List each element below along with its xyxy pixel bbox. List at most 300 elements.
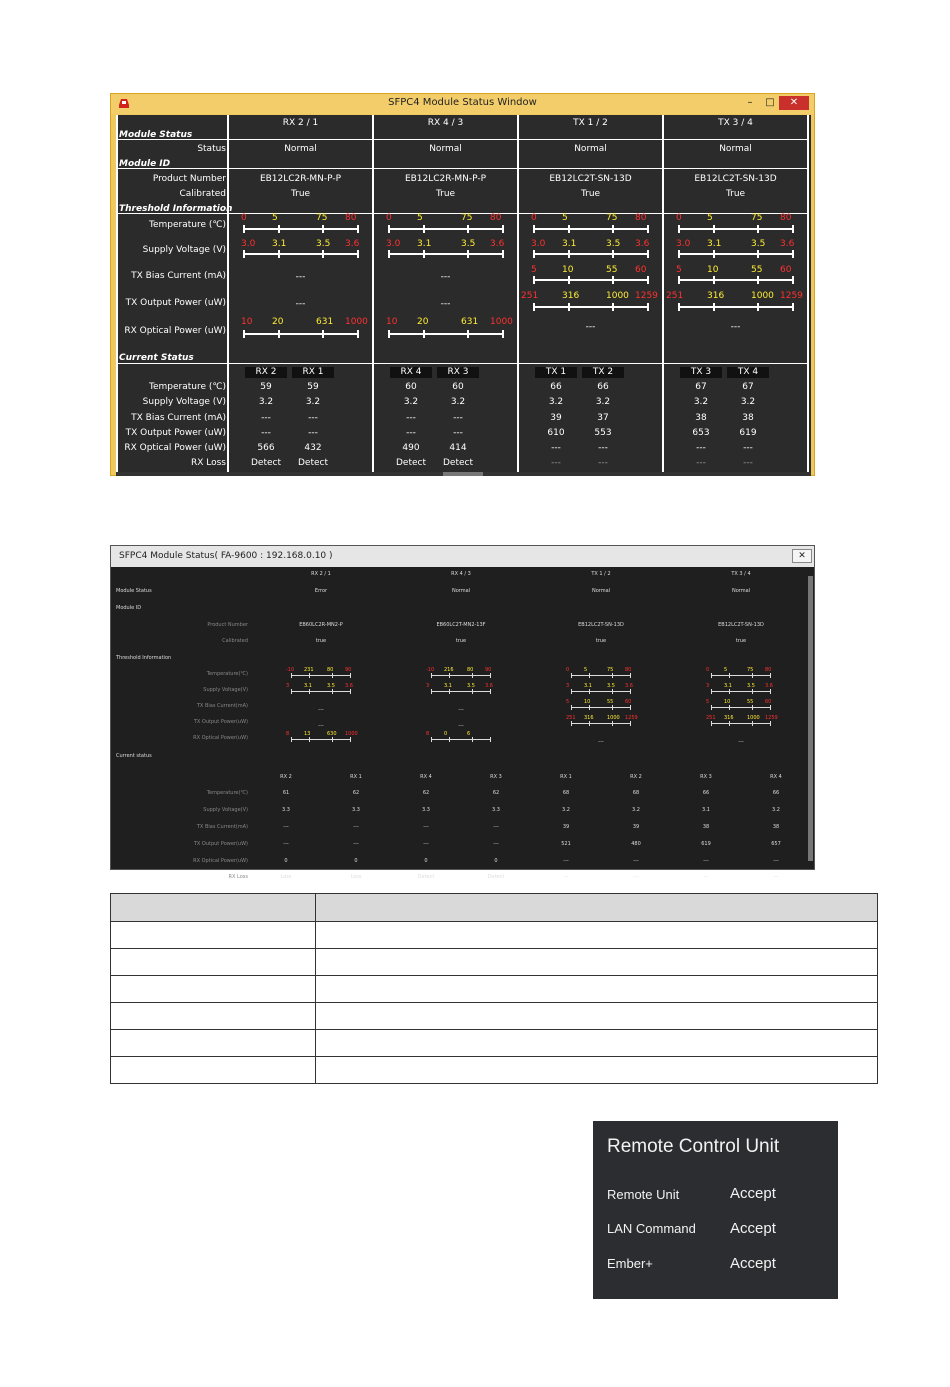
slider-tick[interactable] — [630, 689, 631, 694]
threshold-label: 55 — [606, 265, 618, 275]
threshold-slider-tx_out[interactable] — [666, 291, 803, 316]
slider-track[interactable] — [291, 691, 351, 692]
slider-tick[interactable] — [243, 225, 245, 233]
slider-tick[interactable] — [291, 673, 292, 678]
current-tx_bias-value: --- — [353, 824, 359, 830]
slider-tick[interactable] — [612, 276, 614, 284]
slider-tick[interactable] — [647, 225, 649, 233]
threshold-slider-tx_out[interactable] — [566, 715, 638, 729]
slider-tick[interactable] — [533, 303, 535, 311]
slider-track[interactable] — [533, 279, 649, 281]
slider-tick[interactable] — [431, 673, 432, 678]
slider-tick[interactable] — [647, 250, 649, 258]
current-rx_loss-value: Loss — [350, 874, 362, 880]
slider-tick[interactable] — [792, 303, 794, 311]
slider-tick[interactable] — [571, 721, 572, 726]
threshold-slider-tx_bias[interactable] — [678, 265, 794, 290]
status-value: Normal — [429, 144, 462, 154]
table-cell — [111, 1030, 316, 1057]
threshold-slider-supply[interactable] — [388, 239, 504, 264]
threshold-label: 3.1 — [272, 239, 287, 249]
slider-track[interactable] — [243, 253, 359, 255]
slider-tick[interactable] — [449, 673, 450, 678]
slider-tick[interactable] — [291, 737, 292, 742]
table-row — [111, 922, 878, 949]
threshold-slider-supply[interactable] — [566, 683, 633, 697]
slider-tick[interactable] — [757, 250, 759, 258]
product-number-value: EB12LC2R-MN-P-P — [404, 174, 487, 184]
threshold-label: 0 — [566, 667, 570, 673]
slider-tick[interactable] — [589, 673, 590, 678]
current-rx_opt-value: 0 — [284, 858, 288, 864]
slider-tick[interactable] — [752, 689, 753, 694]
slider-tick[interactable] — [449, 689, 450, 694]
threshold-slider-temperature[interactable] — [243, 213, 359, 238]
maximize-button[interactable]: □ — [765, 97, 775, 108]
slider-track[interactable] — [431, 739, 491, 740]
current-supply-value: 3.2 — [562, 807, 570, 813]
current-tx_out-value: 553 — [594, 428, 612, 438]
current-rx_loss-value: Loss — [280, 874, 292, 880]
slider-track[interactable] — [678, 279, 794, 281]
label-cur-tx-output: TX Output Power (uW) — [125, 428, 226, 438]
label-rx-optical-power: RX Optical Power (uW) — [124, 326, 226, 336]
table-cell — [316, 949, 878, 976]
slider-tick[interactable] — [357, 330, 359, 338]
slider-track[interactable] — [571, 691, 631, 692]
threshold-label: 5 — [706, 699, 710, 705]
current-supply-value: 3.3 — [492, 807, 500, 813]
slider-tick[interactable] — [332, 737, 333, 742]
threshold-label: 75 — [316, 213, 328, 223]
current-tx_out-value: 480 — [631, 841, 641, 847]
slider-tick[interactable] — [729, 721, 730, 726]
slider-tick[interactable] — [568, 276, 570, 284]
threshold-slider-supply[interactable] — [533, 239, 649, 264]
slider-track[interactable] — [711, 707, 771, 708]
slider-track[interactable] — [571, 675, 631, 676]
calibrated-value: True — [580, 189, 601, 199]
threshold-slider-temperature[interactable] — [388, 213, 504, 238]
slider-tick[interactable] — [770, 705, 771, 710]
slider-tick[interactable] — [792, 250, 794, 258]
threshold-slider-rx_opt[interactable] — [386, 317, 513, 342]
slider-tick[interactable] — [770, 689, 771, 694]
threshold-label: 5 — [562, 213, 568, 223]
status-window-1 — [110, 93, 815, 476]
current-tx_bias-value: 38 — [695, 413, 707, 423]
slider-track[interactable] — [291, 675, 351, 676]
slider-tick[interactable] — [431, 689, 432, 694]
threshold-slider-supply[interactable] — [706, 683, 773, 697]
slider-tick[interactable] — [309, 673, 310, 678]
slider-tick[interactable] — [571, 673, 572, 678]
placeholder-value: --- — [318, 707, 324, 713]
slider-tick[interactable] — [630, 721, 631, 726]
current-temperature-value: 66 — [597, 382, 609, 392]
threshold-slider-supply[interactable] — [286, 683, 353, 697]
threshold-label: 3.6 — [765, 683, 773, 689]
slider-track[interactable] — [533, 306, 649, 308]
slider-tick[interactable] — [467, 225, 469, 233]
slider-track[interactable] — [711, 675, 771, 676]
threshold-label: 3.1 — [724, 683, 732, 689]
threshold-slider-temperature[interactable] — [678, 213, 794, 238]
threshold-label: 80 — [625, 667, 632, 673]
slider-tick[interactable] — [571, 689, 572, 694]
current-rx_opt-value: --- — [598, 443, 608, 453]
section-module-id: Module ID — [116, 605, 142, 611]
slider-tick[interactable] — [322, 225, 324, 233]
slider-tick[interactable] — [490, 689, 491, 694]
slider-tick[interactable] — [243, 330, 245, 338]
threshold-label: 1000 — [345, 317, 368, 327]
horizontal-scrollbar[interactable] — [116, 472, 811, 476]
threshold-label: 5 — [707, 213, 713, 223]
slider-tick[interactable] — [431, 737, 432, 742]
threshold-label: 631 — [461, 317, 479, 327]
threshold-slider-supply[interactable] — [243, 239, 359, 264]
threshold-label: 80 — [765, 667, 772, 673]
current-tx_bias-value: 37 — [597, 413, 609, 423]
slider-tick[interactable] — [350, 673, 351, 678]
slider-tick[interactable] — [388, 330, 390, 338]
threshold-slider-tx_bias[interactable] — [566, 699, 632, 713]
slider-track[interactable] — [388, 253, 504, 255]
slider-tick[interactable] — [770, 721, 771, 726]
slider-tick[interactable] — [711, 673, 712, 678]
threshold-label: 630 — [327, 731, 337, 737]
threshold-label: 251 — [566, 715, 576, 721]
table-cell — [111, 976, 316, 1003]
status-value: Normal — [284, 144, 317, 154]
slider-tick[interactable] — [589, 705, 590, 710]
current-rx_loss-value: --- — [696, 458, 706, 468]
threshold-slider-temperature[interactable] — [286, 667, 352, 681]
slider-tick[interactable] — [568, 303, 570, 311]
slider-tick[interactable] — [612, 673, 613, 678]
slider-tick[interactable] — [278, 225, 280, 233]
slider-tick[interactable] — [678, 225, 680, 233]
current-tx_bias-value: 38 — [702, 824, 710, 830]
slider-tick[interactable] — [711, 721, 712, 726]
current-temperature-value: 59 — [260, 382, 272, 392]
column-header: TX 1 / 2 — [573, 118, 608, 128]
slider-tick[interactable] — [423, 250, 425, 258]
threshold-slider-temperature[interactable] — [706, 667, 772, 681]
slider-tick[interactable] — [243, 250, 245, 258]
threshold-label: 3.5 — [467, 683, 475, 689]
slider-track[interactable] — [533, 253, 649, 255]
current-tx_out-value: 521 — [561, 841, 571, 847]
current-supply-value: 3.2 — [693, 397, 709, 407]
slider-track[interactable] — [678, 306, 794, 308]
slider-tick[interactable] — [490, 737, 491, 742]
current-temperature-value: 68 — [562, 790, 570, 796]
slider-track[interactable] — [243, 333, 359, 335]
threshold-label: 1259 — [635, 291, 658, 301]
slider-tick[interactable] — [322, 330, 324, 338]
slider-track[interactable] — [291, 739, 351, 740]
slider-tick[interactable] — [533, 276, 535, 284]
threshold-label: 1259 — [780, 291, 803, 301]
slider-tick[interactable] — [309, 737, 310, 742]
slider-tick[interactable] — [770, 673, 771, 678]
threshold-label: 0 — [706, 667, 710, 673]
slider-tick[interactable] — [729, 705, 730, 710]
calibrated-value: True — [435, 189, 456, 199]
slider-tick[interactable] — [589, 721, 590, 726]
slider-tick[interactable] — [711, 705, 712, 710]
threshold-slider-tx_bias[interactable] — [706, 699, 772, 713]
slider-tick[interactable] — [757, 303, 759, 311]
slider-tick[interactable] — [357, 250, 359, 258]
threshold-label: 316 — [562, 291, 580, 301]
slider-tick[interactable] — [729, 673, 730, 678]
threshold-label: 10 — [562, 265, 574, 275]
slider-tick[interactable] — [678, 250, 680, 258]
threshold-label: 3 — [566, 683, 570, 689]
placeholder-value: --- — [295, 272, 306, 282]
column-header: TX 1 / 2 — [591, 571, 611, 577]
slider-tick[interactable] — [502, 225, 504, 233]
threshold-label: 316 — [707, 291, 725, 301]
slider-tick[interactable] — [388, 250, 390, 258]
slider-tick[interactable] — [612, 225, 614, 233]
label-cur-rx-optical: RX Optical Power (uW) — [124, 443, 226, 453]
threshold-slider-temperature[interactable] — [566, 667, 632, 681]
sub-column-header: RX 4 — [390, 367, 432, 378]
threshold-label: 1259 — [765, 715, 778, 721]
close-button[interactable]: ✕ — [792, 549, 812, 563]
slider-tick[interactable] — [711, 689, 712, 694]
slider-tick[interactable] — [713, 225, 715, 233]
current-temperature-value: 66 — [702, 790, 710, 796]
slider-tick[interactable] — [752, 705, 753, 710]
slider-tick[interactable] — [332, 689, 333, 694]
threshold-label: 5 — [272, 213, 278, 223]
title-bar[interactable] — [111, 94, 814, 114]
threshold-slider-temperature[interactable] — [533, 213, 649, 238]
threshold-label: 8 — [426, 731, 430, 737]
placeholder-value: --- — [295, 299, 306, 309]
label-status: Status — [197, 144, 226, 154]
rcu-value-remote-unit: Accept — [730, 1185, 776, 1202]
product-number-value: EB12LC2R-MN-P-P — [259, 174, 342, 184]
slider-tick[interactable] — [612, 705, 613, 710]
title-bar[interactable] — [111, 546, 814, 567]
threshold-label: 1000 — [607, 715, 620, 721]
table-row — [111, 976, 878, 1003]
label-rx_opt: RX Optical Power(uW) — [193, 735, 248, 741]
close-button[interactable]: ✕ — [779, 96, 809, 110]
slider-tick[interactable] — [278, 330, 280, 338]
threshold-label: 216 — [444, 667, 454, 673]
empty-table — [110, 893, 878, 1084]
slider-track[interactable] — [678, 228, 794, 230]
slider-tick[interactable] — [278, 250, 280, 258]
current-temperature-value: 62 — [492, 790, 500, 796]
status-window-2 — [110, 545, 815, 880]
table-row — [111, 949, 878, 976]
slider-tick[interactable] — [467, 330, 469, 338]
vertical-scrollbar[interactable] — [808, 576, 813, 861]
threshold-slider-supply[interactable] — [426, 683, 493, 697]
calibrated-value: true — [455, 638, 467, 644]
slider-tick[interactable] — [350, 737, 351, 742]
slider-tick[interactable] — [322, 250, 324, 258]
threshold-label: 3.1 — [444, 683, 452, 689]
sub-column-header: TX 2 — [582, 367, 624, 378]
slider-tick[interactable] — [309, 689, 310, 694]
slider-tick[interactable] — [423, 225, 425, 233]
slider-track[interactable] — [243, 228, 359, 230]
slider-tick[interactable] — [502, 330, 504, 338]
slider-tick[interactable] — [568, 250, 570, 258]
label-cur-supply: Supply Voltage(V) — [203, 807, 248, 813]
slider-tick[interactable] — [472, 737, 473, 742]
threshold-label: 75 — [607, 667, 614, 673]
slider-tick[interactable] — [589, 689, 590, 694]
current-temperature-value: 68 — [632, 790, 640, 796]
slider-tick[interactable] — [713, 250, 715, 258]
current-supply-value: 3.3 — [282, 807, 290, 813]
current-rx_loss-value: Detect — [250, 458, 281, 468]
threshold-slider-supply[interactable] — [678, 239, 794, 264]
slider-tick[interactable] — [423, 330, 425, 338]
slider-tick[interactable] — [630, 673, 631, 678]
current-tx_out-value: --- — [406, 428, 416, 438]
threshold-label: 1000 — [345, 731, 358, 737]
current-tx_out-value: --- — [308, 428, 318, 438]
threshold-label: 10 — [241, 317, 253, 327]
section-module-status: Module Status — [119, 130, 193, 140]
threshold-label: 75 — [747, 667, 754, 673]
slider-tick[interactable] — [533, 250, 535, 258]
slider-tick[interactable] — [449, 737, 450, 742]
slider-tick[interactable] — [388, 225, 390, 233]
threshold-slider-rx_opt[interactable] — [426, 731, 491, 745]
slider-tick[interactable] — [467, 250, 469, 258]
slider-track[interactable] — [431, 691, 491, 692]
current-rx_loss-value: --- — [633, 874, 639, 880]
threshold-label: 316 — [584, 715, 594, 721]
slider-tick[interactable] — [678, 276, 680, 284]
slider-tick[interactable] — [332, 673, 333, 678]
placeholder-value: --- — [585, 322, 596, 332]
slider-tick[interactable] — [612, 721, 613, 726]
current-supply-value: 3.1 — [702, 807, 710, 813]
threshold-slider-tx_out[interactable] — [521, 291, 658, 316]
table-cell — [111, 949, 316, 976]
threshold-label: 0 — [531, 213, 537, 223]
slider-track[interactable] — [571, 723, 631, 724]
current-tx_out-value: --- — [353, 841, 359, 847]
slider-tick[interactable] — [502, 250, 504, 258]
slider-tick[interactable] — [792, 225, 794, 233]
rcu-value-ember: Accept — [730, 1255, 776, 1272]
slider-tick[interactable] — [757, 225, 759, 233]
slider-track[interactable] — [388, 333, 504, 335]
threshold-slider-rx_opt[interactable] — [286, 731, 358, 745]
column-header: RX 4 / 3 — [451, 571, 471, 577]
slider-tick[interactable] — [472, 673, 473, 678]
threshold-label: 1259 — [625, 715, 638, 721]
slider-tick[interactable] — [752, 721, 753, 726]
current-rx_loss-value: --- — [703, 874, 709, 880]
threshold-label: 80 — [327, 667, 334, 673]
slider-tick[interactable] — [647, 303, 649, 311]
slider-tick[interactable] — [490, 673, 491, 678]
slider-track[interactable] — [678, 253, 794, 255]
slider-tick[interactable] — [647, 276, 649, 284]
slider-track[interactable] — [431, 675, 491, 676]
product-number-value: EB12LC2T-SN-13D — [718, 622, 764, 628]
slider-tick[interactable] — [533, 225, 535, 233]
slider-tick[interactable] — [612, 303, 614, 311]
slider-track[interactable] — [533, 228, 649, 230]
current-rx_loss-value: --- — [598, 458, 608, 468]
slider-track[interactable] — [571, 707, 631, 708]
slider-tick[interactable] — [752, 673, 753, 678]
slider-tick[interactable] — [713, 303, 715, 311]
slider-tick[interactable] — [571, 705, 572, 710]
column-header: TX 3 / 4 — [718, 118, 753, 128]
slider-tick[interactable] — [291, 689, 292, 694]
slider-track[interactable] — [711, 691, 771, 692]
slider-tick[interactable] — [350, 689, 351, 694]
threshold-slider-rx_opt[interactable] — [241, 317, 368, 342]
threshold-slider-tx_bias[interactable] — [533, 265, 649, 290]
slider-tick[interactable] — [612, 250, 614, 258]
sub-column-header: RX 1 — [560, 774, 572, 780]
slider-tick[interactable] — [713, 276, 715, 284]
section-threshold-info: Threshold Information — [116, 655, 172, 661]
current-rx_opt-value: 414 — [449, 443, 467, 453]
slider-tick[interactable] — [729, 689, 730, 694]
slider-tick[interactable] — [568, 225, 570, 233]
table-header-row — [111, 894, 878, 922]
slider-track[interactable] — [711, 723, 771, 724]
slider-tick[interactable] — [678, 303, 680, 311]
slider-tick[interactable] — [630, 705, 631, 710]
rcu-label-ember: Ember+ — [607, 1256, 653, 1271]
threshold-label: 60 — [625, 699, 632, 705]
threshold-slider-temperature[interactable] — [426, 667, 492, 681]
threshold-label: 5 — [531, 265, 537, 275]
minimize-button[interactable]: – — [747, 97, 753, 108]
current-rx_loss-value: --- — [563, 874, 569, 880]
slider-track[interactable] — [388, 228, 504, 230]
threshold-label: 80 — [635, 213, 647, 223]
slider-tick[interactable] — [792, 276, 794, 284]
threshold-label: 10 — [386, 317, 398, 327]
label-tx_out: TX Output Power(uW) — [193, 719, 248, 725]
label-cur-rx-loss: RX Loss — [190, 458, 226, 468]
slider-tick[interactable] — [472, 689, 473, 694]
current-tx_out-value: --- — [423, 841, 429, 847]
slider-tick[interactable] — [357, 225, 359, 233]
threshold-label: 3.0 — [386, 239, 401, 249]
status-panel — [116, 115, 811, 472]
slider-tick[interactable] — [757, 276, 759, 284]
current-tx_out-value: 610 — [547, 428, 565, 438]
section-current-status: Current status — [116, 753, 152, 759]
current-rx_opt-value: 432 — [304, 443, 322, 453]
slider-tick[interactable] — [612, 689, 613, 694]
threshold-slider-tx_out[interactable] — [706, 715, 778, 729]
scroll-thumb[interactable] — [443, 472, 483, 476]
